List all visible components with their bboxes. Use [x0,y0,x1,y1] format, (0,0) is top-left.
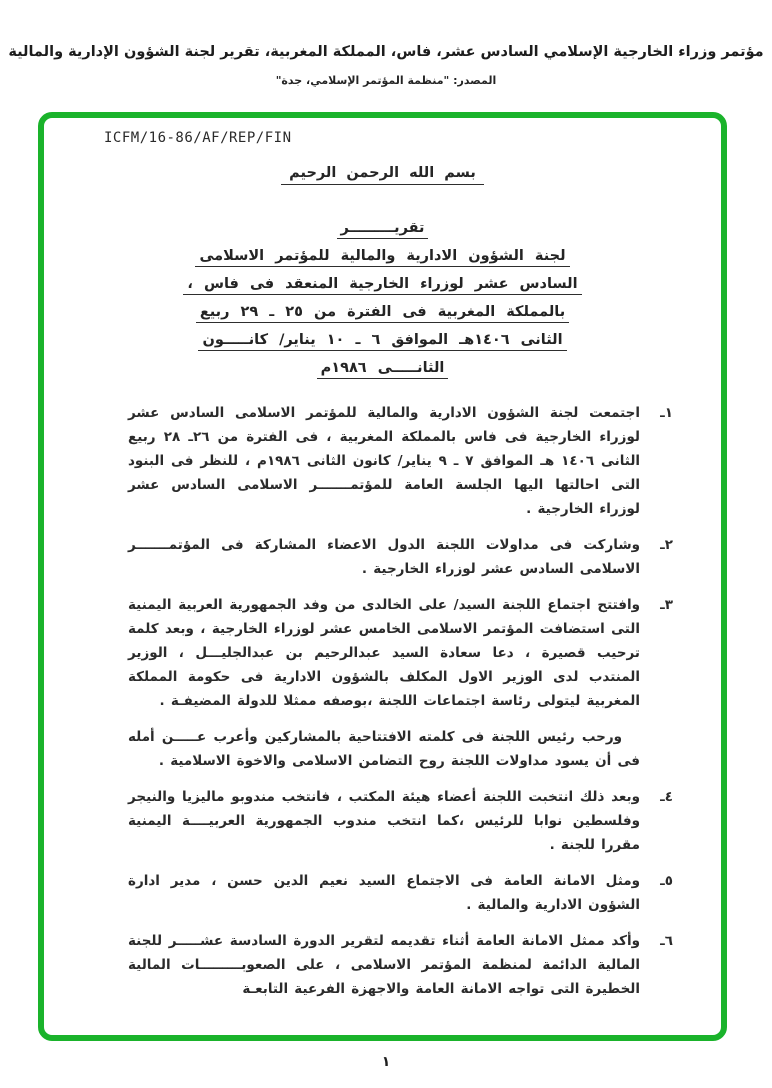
paragraph-number: ١ـ [660,405,673,421]
paragraph-item [128,725,673,773]
paragraph-number: ٢ـ [660,537,673,553]
paragraph-number: ٦ـ [660,933,673,949]
paragraph-text: وأكد ممثل الامانة العامة أثناء تقديمه لتقرير الدورة السادسة عشـــــر للجنة المالية الدائمة لمنظمة المؤتمر الاسلامى ، على الصعوبـــــــــات المالية الخطيرة التى تواجه الامانة العامة والاجهزة الفرعية التابعـة [128,933,640,997]
document-reference-code: ICFM/16-86/AF/REP/FIN [104,130,292,146]
paragraph-number: ٤ـ [660,789,673,805]
paragraph-item [128,593,673,713]
paragraph-text: ومثل الامانة العامة فى الاجتماع السيد نعيم الدين حسن ، مدير ادارة الشؤون الادارية والمالية . [128,873,640,913]
document-border-frame [38,112,727,1041]
report-title-line: الثانى ١٤٠٦هـ الموافق ٦ ـ ١٠ يناير/ كانـــــون [44,329,721,351]
paragraph-item [128,533,673,581]
paragraph-text: وافتتح اجتماع اللجنة السيد/ على الخالدى من وفد الجمهورية العربية اليمنية التى استضافت المؤتمر الاسلامى الخامس عشر لوزراء الخارجية ، وبعد كلمة ترحيب قصيرة ، دعا سعادة السيد عبدالرحيم بن عبدالجليـــل ، الوزير المنتدب لدى الوزير الاول المكلف بالشؤون الادارية فى حكومة المملكة المغربية ليتولى رئاسة اجتماعات اللجنة ،بوصفه ممثلا للدولة المضيفـة . [128,597,640,709]
paragraph-number [649,725,673,773]
report-title-line: السادس عشر لوزراء الخارجية المنعقد فى فاس ، [44,273,721,295]
paragraph-text: وشاركت فى مداولات اللجنة الدول الاعضاء المشاركة فى المؤتمـــــــر الاسلامى السادس عشر لوزراء الخارجية . [128,537,640,577]
report-title-block [44,217,721,379]
paragraph-item [128,929,673,1001]
paragraph-item [128,785,673,857]
report-title-line: بالمملكة المغربية فى الفترة من ٢٥ ـ ٢٩ ربيع [44,301,721,323]
paragraph-number: ٣ـ [660,597,673,613]
page-number: ١ [381,1054,391,1070]
paragraph-list [128,401,673,1001]
report-title-line: لجنة الشؤون الادارية والمالية للمؤتمر الاسلامى [44,245,721,267]
report-title-line: الثانـــــى ١٩٨٦م [44,357,721,379]
paragraph-text: ورحب رئيس اللجنة فى كلمته الافتتاحية بالمشاركين وأعرب عـــــن أمله فى أن يسود مداولات اللجنة روح التضامن الاسلامى والاخوة الاسلامية . [128,729,640,769]
paragraph-item [128,401,673,521]
basmala-row [44,162,721,185]
document-header-title: مؤتمر وزراء الخارجية الإسلامي السادس عشر، فاس، المملكة المغربية، تقرير لجنة الشؤون الإدارية والمالية [8,44,764,60]
paragraph-item [128,869,673,917]
document-source-line: المصدر: "منظمة المؤتمر الإسلامي، جدة" [275,74,497,87]
basmala-text: بسم الله الرحمن الرحيم [281,165,484,185]
report-title-line: تقريـــــــــر [44,217,721,239]
paragraph-text: وبعد ذلك انتخبت اللجنة أعضاء هيئة المكتب ، فانتخب مندوبو ماليزيا والنيجر وفلسطين نوابا للرئيس ،كما انتخب مندوب الجمهورية العربيــــة اليمنية مقررا للجنة . [128,789,640,853]
paragraph-number: ٥ـ [660,873,673,889]
paragraph-text: اجتمعت لجنة الشؤون الادارية والمالية للمؤتمر الاسلامى السادس عشر لوزراء الخارجية فى فاس بالمملكة المغربية ، فى الفترة من ٢٦ـ ٢٨ ربيع الثانى ١٤٠٦ هـ الموافق ٧ ـ ٩ يناير/ كانون الثانى ١٩٨٦م ، للنظر فى البنود التى احالتها اليها الجلسة العامة للمؤتمـــــــر الاسلامى السادس عشر لوزراء الخارجية . [128,405,641,517]
